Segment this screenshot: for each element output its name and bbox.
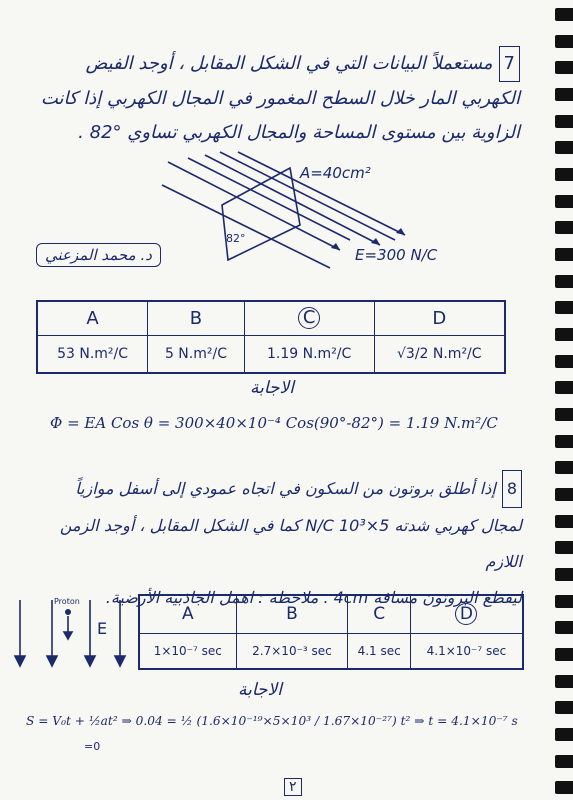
q8-field-diagram <box>8 594 134 674</box>
q7-answer-title: الاجابة <box>250 378 294 398</box>
binding-tab <box>555 275 573 288</box>
binding-tab <box>555 35 573 48</box>
binding-tab <box>555 301 573 314</box>
correct-answer-circle: D <box>455 603 477 625</box>
binding-tab <box>555 781 573 794</box>
arrow-head <box>85 656 95 666</box>
binding-tab <box>555 755 573 768</box>
binding-tab <box>555 541 573 554</box>
binding-tab <box>555 621 573 634</box>
table-row <box>37 335 505 373</box>
binding-tab <box>555 141 573 154</box>
binding-tab <box>555 595 573 608</box>
arrow-head <box>47 656 57 666</box>
binding-tab <box>555 435 573 448</box>
q7-header-d: D <box>374 301 505 335</box>
binding-tab <box>555 88 573 101</box>
q7-option-d: √3/2 N.m²/C <box>374 335 505 373</box>
binding-tab <box>555 221 573 234</box>
binding-tab <box>555 195 573 208</box>
binding-tab <box>555 61 573 74</box>
binding-tab <box>555 675 573 688</box>
q7-option-c: 1.19 N.m²/C <box>244 335 374 373</box>
q7-line1-text: مستعملاً البيانات التي في الشكل المقابل ، أوجد الفيض <box>85 53 493 74</box>
q8-line1-text: إذا أطلق بروتون من السكون في اتجاه عمودي إلى أسفل موازياً <box>75 479 496 498</box>
binding-tab <box>555 248 573 261</box>
area-label: A=40cm² <box>300 164 371 182</box>
binding-tab <box>555 381 573 394</box>
angle-label: 82° <box>226 232 246 245</box>
binding-tab <box>555 648 573 661</box>
binding-tab <box>555 115 573 128</box>
q8-line-1 <box>30 470 522 508</box>
table-row <box>37 301 505 335</box>
q8-header-d <box>410 595 523 633</box>
q8-option-c: 4.1 sec <box>348 633 410 669</box>
q7-option-b: 5 N.m²/C <box>148 335 245 373</box>
q7-option-a: 53 N.m²/C <box>37 335 148 373</box>
proton-label: Proton <box>54 597 80 606</box>
q8-header-c: C <box>348 595 410 633</box>
q8-option-d: 4.1×10⁻⁷ sec <box>410 633 523 669</box>
binding-tab <box>555 8 573 21</box>
binding-tab <box>555 328 573 341</box>
q7-answer-equation: Φ = EA Cos θ = 300×40×10⁻⁴ Cos(90°-82°) = 1.19 N.m²/C <box>50 414 498 432</box>
proton-icon <box>65 609 71 615</box>
binding-tab <box>555 488 573 501</box>
q8-v0-note: =0 <box>84 740 101 753</box>
author-signature: د. محمد المزعني <box>36 243 161 267</box>
q8-header-b: B <box>236 595 348 633</box>
q7-options-table <box>36 300 506 374</box>
binding-tab <box>555 168 573 181</box>
binding-tab <box>555 701 573 714</box>
binding-tab <box>555 568 573 581</box>
spiral-binding <box>551 0 573 800</box>
field-label: E=300 N/C <box>355 246 438 264</box>
page-number: ٢ <box>284 778 302 796</box>
q7-line-3: الزاوية بين مستوى المساحة والمجال الكهربي تساوي °82 . <box>78 122 520 143</box>
q8-line-2: لمجال كهربي شدته 5×10³ N/C كما في الشكل المقابل ، أوجد الزمن اللازم <box>59 516 522 571</box>
q7-text <box>40 46 520 150</box>
q8-header-a: A <box>139 595 236 633</box>
q7-number: 7 <box>499 46 520 82</box>
q8-line-3: ليقطع البروتون مسافة 4cm . ملاحظة : اهمل الجاذبية الأرضية. <box>105 588 522 607</box>
q8-answer-title: الاجابة <box>238 680 282 700</box>
binding-tab <box>555 515 573 528</box>
field-line <box>162 185 330 268</box>
binding-tab <box>555 408 573 421</box>
q8-answer-equation: S = V₀t + ½at² ⇒ 0.04 = ½ (1.6×10⁻¹⁹×5×10³ / 1.67×10⁻²⁷) t² ⇒ t = 4.1×10⁻⁷ s <box>26 714 518 728</box>
q8-option-b: 2.7×10⁻³ sec <box>236 633 348 669</box>
table-row <box>139 595 523 633</box>
arrow-head <box>15 656 25 666</box>
q7-line-2: الكهربي المار خلال السطح المغمور في المجال الكهربي إذا كانت <box>40 88 520 109</box>
arrow-head <box>115 656 125 666</box>
binding-tab <box>555 355 573 368</box>
q8-number: 8 <box>502 470 522 508</box>
q7-line-1 <box>40 46 520 82</box>
q7-header-a: A <box>37 301 148 335</box>
correct-answer-circle: C <box>298 307 320 329</box>
q7-flux-diagram <box>150 150 450 280</box>
q7-header-c <box>244 301 374 335</box>
binding-tab <box>555 461 573 474</box>
q8-option-a: 1×10⁻⁷ sec <box>139 633 236 669</box>
q7-header-b: B <box>148 301 245 335</box>
field-e-label: E <box>97 619 108 638</box>
q8-options-table <box>138 594 524 670</box>
arrow-head <box>64 632 72 639</box>
binding-tab <box>555 728 573 741</box>
table-row <box>139 633 523 669</box>
